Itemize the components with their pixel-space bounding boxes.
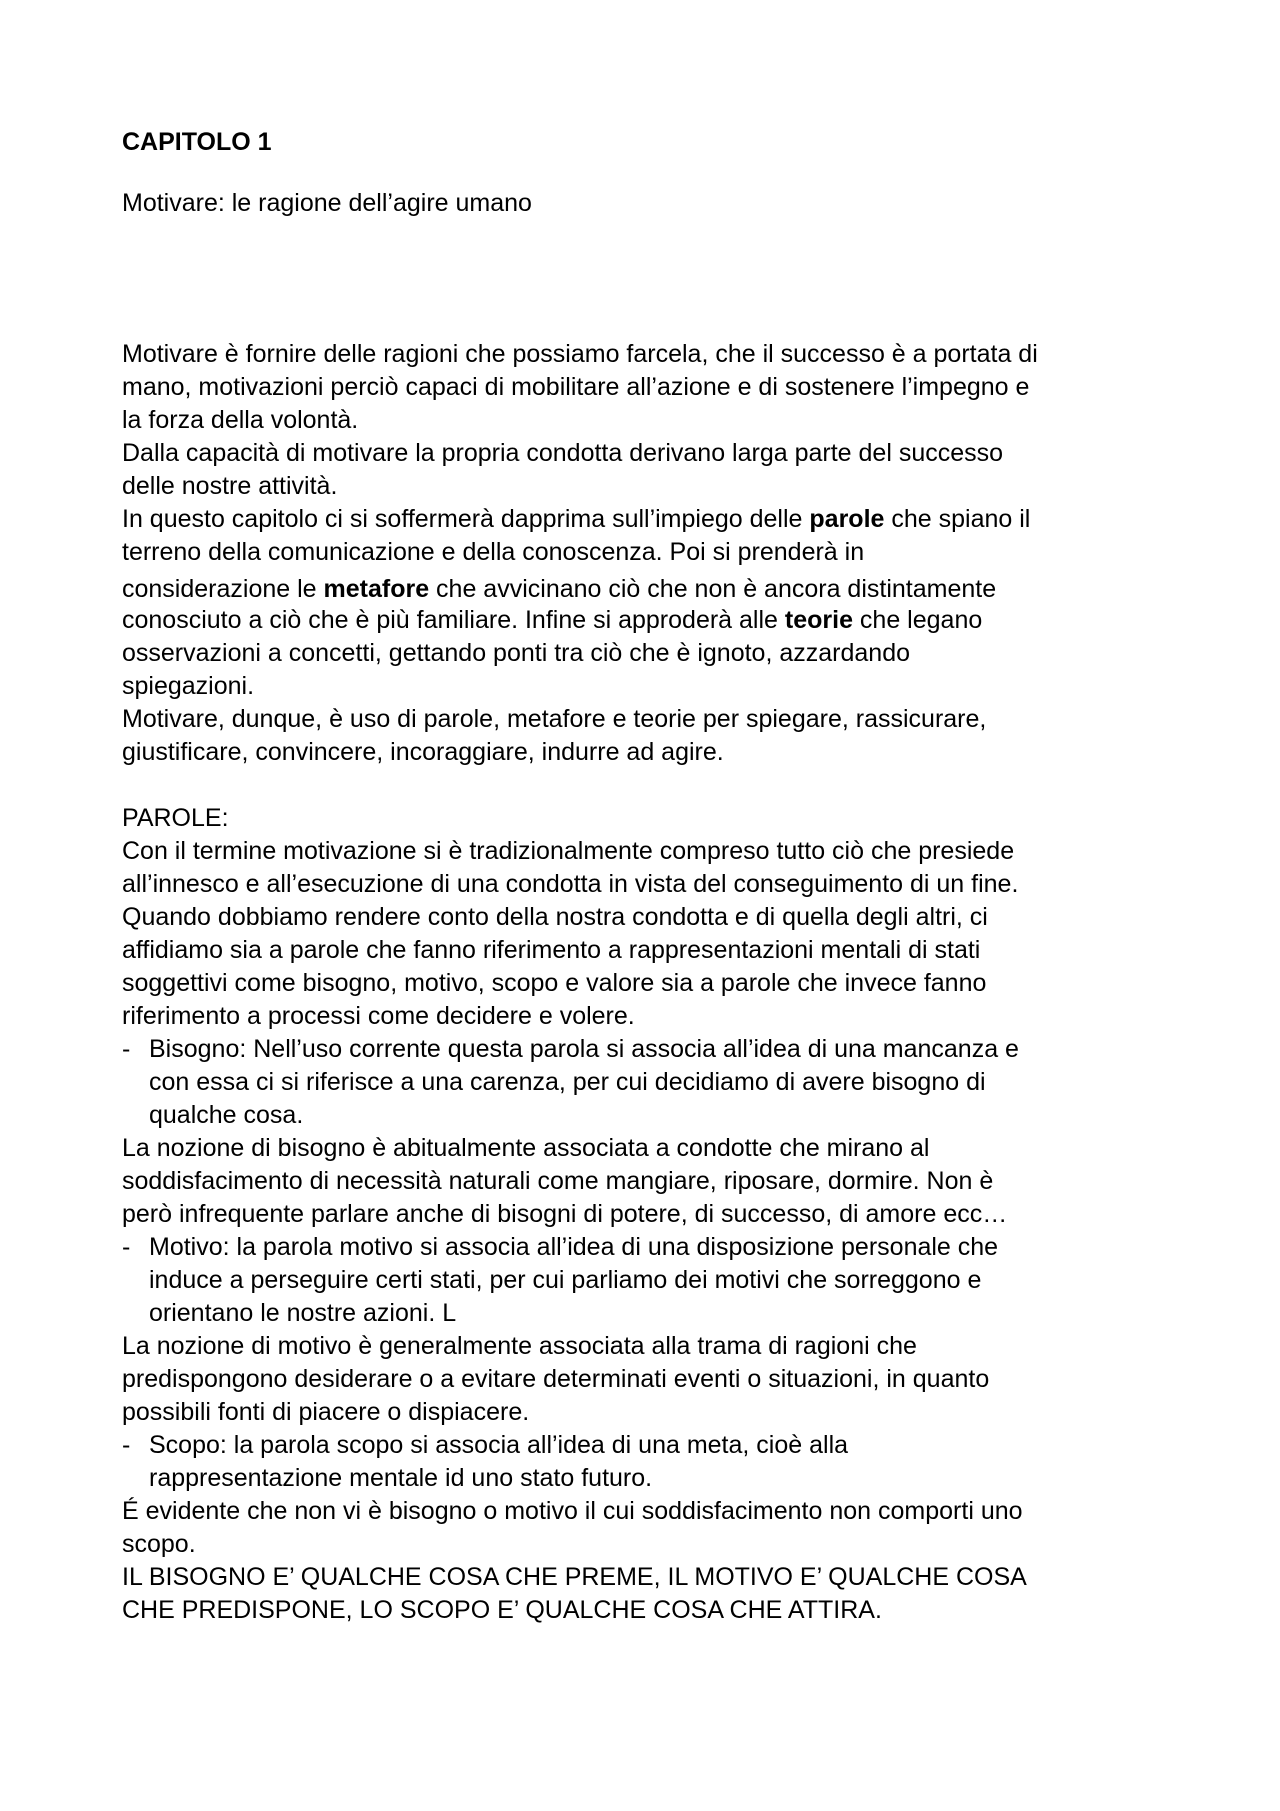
document-page <box>122 126 1182 1627</box>
section-label-parole: PAROLE: <box>122 804 229 832</box>
parole-intro-paragraph <box>122 835 1182 1033</box>
text-line: delle nostre attività. <box>122 472 338 500</box>
text-line: Bisogno: Nell’uso corrente questa parola si associa all’idea di una mancanza e <box>149 1035 1019 1063</box>
text-line: É evidente che non vi è bisogno o motivo il cui soddisfacimento non comporti uno <box>122 1497 1023 1525</box>
text-line: all’innesco e all’esecuzione di una condotta in vista del conseguimento di un fine. <box>122 870 1019 898</box>
text-line: soggettivi come bisogno, motivo, scopo e valore sia a parole che invece fanno <box>122 969 987 997</box>
text-line: Con il termine motivazione si è tradizionalmente compreso tutto ciò che presiede <box>122 837 1015 865</box>
bisogno-note <box>122 1132 1182 1231</box>
text-line: orientano le nostre azioni. L <box>149 1299 457 1327</box>
text-line <box>122 573 1182 606</box>
bold-term-teorie: teorie <box>784 606 853 634</box>
list-item-bisogno <box>122 1033 1182 1132</box>
text-line: La nozione di bisogno è abitualmente associata a condotte che mirano al <box>122 1134 930 1162</box>
dash-bullet: - <box>122 1431 131 1459</box>
chapter-subtitle: Motivare: le ragione dell’agire umano <box>122 189 532 217</box>
text-line: induce a perseguire certi stati, per cui parliamo dei motivi che sorreggono e <box>149 1266 982 1294</box>
dash-bullet: - <box>122 1035 131 1063</box>
motivo-note <box>122 1330 1182 1429</box>
text-line: CHE PREDISPONE, LO SCOPO E’ QUALCHE COSA CHE ATTIRA. <box>122 1596 882 1624</box>
text-line: però infrequente parlare anche di bisogni di potere, di successo, di amore ecc… <box>122 1200 1008 1228</box>
text-line: affidiamo sia a parole che fanno riferimento a rappresentazioni mentali di stati <box>122 936 981 964</box>
text-line: terreno della comunicazione e della conoscenza. Poi si prenderà in <box>122 538 865 566</box>
text-run: che avvicinano ciò che non è ancora distintamente <box>429 575 997 603</box>
text-line: spiegazioni. <box>122 672 255 700</box>
intro-paragraph <box>122 338 1182 769</box>
bold-term-parole: parole <box>809 505 885 533</box>
chapter-heading: CAPITOLO 1 <box>122 128 272 156</box>
text-line: Quando dobbiamo rendere conto della nostra condotta e di quella degli altri, ci <box>122 903 988 931</box>
text-line: Motivo: la parola motivo si associa all’idea di una disposizione personale che <box>149 1233 999 1261</box>
list-item-scopo <box>122 1429 1182 1495</box>
text-line: rappresentazione mentale id uno stato futuro. <box>149 1464 653 1492</box>
text-run: conosciuto a ciò che è più familiare. Infine si approderà alle <box>122 606 785 634</box>
closing-statement <box>122 1561 1182 1627</box>
text-line: soddisfacimento di necessità naturali come mangiare, riposare, dormire. Non è <box>122 1167 994 1195</box>
text-line: riferimento a processi come decidere e volere. <box>122 1002 635 1030</box>
text-run: che spiano il <box>884 505 1031 533</box>
bold-term-metafore: metafore <box>323 575 430 603</box>
list-item-motivo <box>122 1231 1182 1330</box>
text-line: mano, motivazioni perciò capaci di mobilitare all’azione e di sostenere l’impegno e <box>122 373 1030 401</box>
text-line: Dalla capacità di motivare la propria condotta derivano larga parte del successo <box>122 439 1004 467</box>
text-line: possibili fonti di piacere o dispiacere. <box>122 1398 530 1426</box>
text-line: La nozione di motivo è generalmente associata alla trama di ragioni che <box>122 1332 917 1360</box>
text-run: considerazione le <box>122 575 324 603</box>
text-line: giustificare, convincere, incoraggiare, indurre ad agire. <box>122 738 724 766</box>
text-line: con essa ci si riferisce a una carenza, per cui decidiamo di avere bisogno di <box>149 1068 986 1096</box>
scopo-note <box>122 1495 1182 1561</box>
text-line: osservazioni a concetti, gettando ponti tra ciò che è ignoto, azzardando <box>122 639 911 667</box>
text-line: Motivare, dunque, è uso di parole, metafore e teorie per spiegare, rassicurare, <box>122 705 987 733</box>
text-line <box>122 604 1182 637</box>
text-line: predispongono desiderare o a evitare determinati eventi o situazioni, in quanto <box>122 1365 990 1393</box>
dash-bullet: - <box>122 1233 131 1261</box>
text-line: qualche cosa. <box>149 1101 304 1129</box>
text-line: Scopo: la parola scopo si associa all’idea di una meta, cioè alla <box>149 1431 849 1459</box>
text-run: che legano <box>852 606 983 634</box>
text-line: IL BISOGNO E’ QUALCHE COSA CHE PREME, IL MOTIVO E’ QUALCHE COSA <box>122 1563 1027 1591</box>
text-run: In questo capitolo ci si soffermerà dapprima sull’impiego delle <box>122 505 810 533</box>
text-line <box>122 503 1182 536</box>
text-line: Motivare è fornire delle ragioni che possiamo farcela, che il successo è a portata di <box>122 340 1038 368</box>
text-line: scopo. <box>122 1530 196 1558</box>
text-line: la forza della volontà. <box>122 406 359 434</box>
